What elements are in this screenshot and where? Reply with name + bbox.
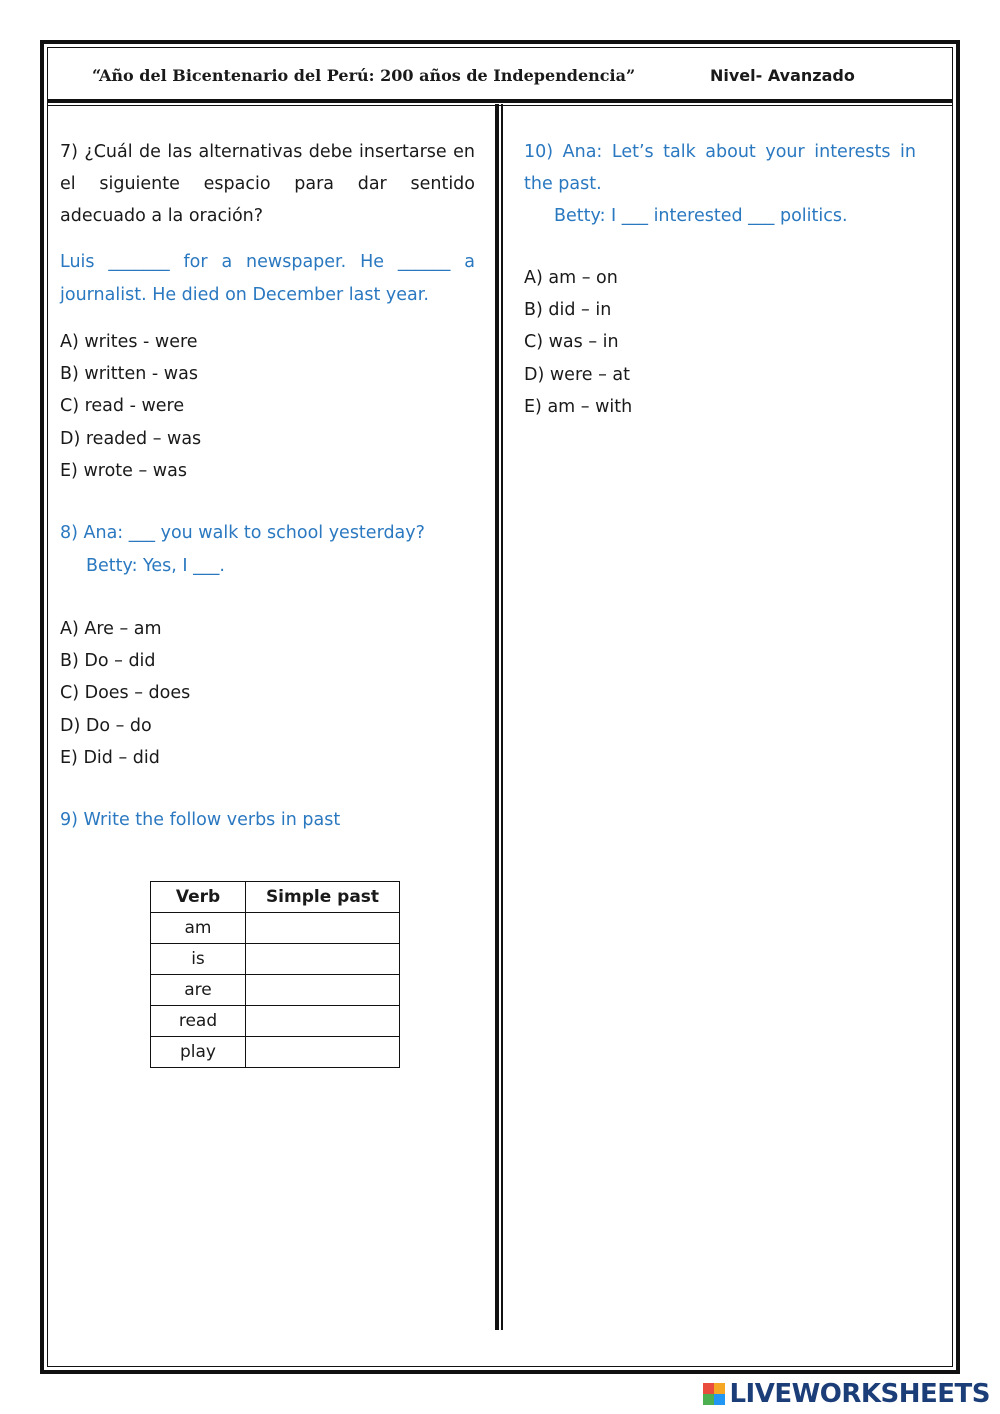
answer-cell[interactable] [246,1006,400,1037]
q7-prompt: 7) ¿Cuál de las alternativas debe insertarse en el siguiente espacio para dar sentido adecuado a la oración? [60,142,475,226]
verbs-table [150,881,400,1068]
q8-option-b[interactable]: B) Do – did [60,651,156,672]
table-header-verb: Verb [151,882,246,913]
q8-line1: 8) Ana: ___ you walk to school yesterday? [60,523,425,544]
liveworksheets-wordmark: LIVEWORKSHEETS [729,1379,990,1409]
q7-option-d[interactable]: D) readed – was [60,428,202,449]
header-divider [47,99,953,106]
q7-sentence: Luis _______ for a newspaper. He ______ a journalist. He died on December last year. [60,252,475,305]
table-row [151,944,400,975]
verb-cell: am [151,913,246,944]
q8-option-c[interactable]: C) Does – does [60,683,191,704]
answer-cell[interactable] [246,975,400,1006]
q8-option-a[interactable]: A) Are – am [60,619,162,640]
column-divider [495,104,499,1330]
header-title: “Año del Bicentenario del Perú: 200 años de Independencia” [92,66,636,85]
right-column [524,136,916,423]
answer-cell[interactable] [246,1037,400,1068]
q10-option-c[interactable]: C) was – in [524,332,619,353]
q8-option-d[interactable]: D) Do – do [60,715,152,736]
table-header-simple-past: Simple past [246,882,400,913]
liveworksheets-logo-icon [703,1383,725,1405]
q10-option-a[interactable]: A) am – on [524,268,618,288]
answer-cell[interactable] [246,913,400,944]
q7-option-b[interactable]: B) written - was [60,364,198,385]
q7-option-a[interactable]: A) writes - were [60,332,198,352]
q10-line2: Betty: I ___ interested ___ politics. [554,206,848,226]
logo-tile [714,1383,725,1394]
table-row [151,913,400,944]
answer-cell[interactable] [246,944,400,975]
q10-option-b[interactable]: B) did – in [524,300,612,321]
q7-option-c[interactable]: C) read - were [60,396,185,417]
verb-cell: is [151,944,246,975]
table-header-row [151,882,400,913]
q10-line1: 10) Ana: Let’s talk about your interests in the past. [524,142,916,194]
q10-option-d[interactable]: D) were – at [524,364,630,385]
verb-cell: play [151,1037,246,1068]
q9-prompt: 9) Write the follow verbs in past [60,810,341,831]
q10-option-e[interactable]: E) am – with [524,396,633,417]
logo-tile [714,1394,725,1405]
table-row [151,975,400,1006]
liveworksheets-brand [703,1379,990,1409]
q8-option-e[interactable]: E) Did – did [60,747,160,768]
q8-line2: Betty: Yes, I ___. [86,556,225,577]
header-level: Nivel- Avanzado [710,66,855,85]
left-column [60,136,475,836]
table-row [151,1006,400,1037]
logo-tile [703,1383,714,1394]
column-divider-thin [501,104,503,1330]
logo-tile [703,1394,714,1405]
q7-option-e[interactable]: E) wrote – was [60,460,187,481]
table-row [151,1037,400,1068]
verb-cell: are [151,975,246,1006]
verb-cell: read [151,1006,246,1037]
